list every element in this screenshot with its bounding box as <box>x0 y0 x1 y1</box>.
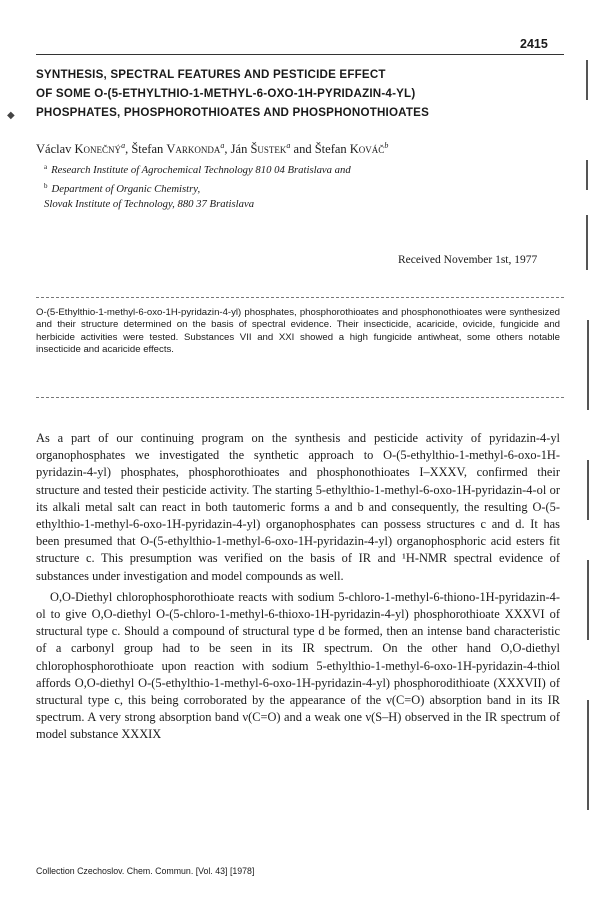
author-first-name: Štefan <box>131 142 164 156</box>
title-line-1: SYNTHESIS, SPECTRAL FEATURES AND PESTICIDE EFFECT <box>36 68 386 81</box>
scan-edge-line <box>587 460 589 520</box>
author-affiliation-mark: a <box>220 141 225 150</box>
affiliation-mark: b <box>44 181 48 190</box>
author-list <box>36 141 388 157</box>
author-first-name: Václav <box>36 142 72 156</box>
title-line-3: PHOSPHATES, PHOSPHOROTHIOATES AND PHOSPHONOTHIOATES <box>36 106 430 119</box>
author-affiliation-mark: b <box>384 141 389 150</box>
body-paragraph: As a part of our continuing program on the synthesis and pesticide activity of pyridazin-4-yl organophosphates we investigated the synthetic approach to O-(5-ethylthio-1-methyl-6-oxo-1H-pyridazin-4-yl) phosphates, phosphorothioates and phosphonothioates I–XXXV, confirmed their structure and tested their pesticide activity. The starting 5-ethylthio-1-methyl-6-oxo-1H-pyridazin-4-ol or its alkali metal salt can react in both tautomeric forms a and b and consequently, the resulting O-(5-ethylthio-1-methyl-6-oxo-1H-pyridazin-4-yl) organophosphates can possess structures c and d. It has been presumed that O-(5-ethylthio-1-methyl-6-oxo-1H-pyridazin-4-yl) organophosphoric acid esters fit structure c. This presumption was verified on the basis of IR and ¹H-NMR spectral evidence of substances under investigation and model compounds as well. <box>36 431 560 583</box>
abstract: O-(5-Ethylthio-1-methyl-6-oxo-1H-pyridazin-4-yl) phosphates, phosphorothioates and phosphonothioates were synthesized and their structure determined on the basis of spectral evidence. Their insecticide, acaricide, ovicide, fungicide and herbicide activities were tested. Substances VII and XXI showed a high fungicide antiwheat, some others notable insecticide and acaricide effects. <box>36 307 560 356</box>
affiliation-line <box>44 179 351 198</box>
author-first-name: Ján <box>230 142 248 156</box>
abstract-bottom-rule <box>36 397 564 398</box>
author-separator: , <box>224 142 228 156</box>
affiliation-line <box>44 197 351 213</box>
scan-edge-line <box>587 700 589 810</box>
journal-footer: Collection Czechoslov. Chem. Commun. [Vol. 43] [1978] <box>36 866 255 876</box>
page-number: 2415 <box>520 37 548 51</box>
author-last-name: Kováč <box>349 142 385 156</box>
affiliations <box>44 160 351 213</box>
affiliation-text: Department of Organic Chemistry, <box>51 182 201 195</box>
scan-edge-line <box>586 215 588 270</box>
author-separator: , <box>125 142 129 156</box>
body-text <box>36 430 560 744</box>
article-title <box>36 65 576 122</box>
scan-edge-line <box>586 160 588 190</box>
author-last-name: Šustek <box>250 142 287 156</box>
scan-edge-line <box>587 560 589 640</box>
title-line-2: OF SOME O-(5-ETHYLTHIO-1-METHYL-6-OXO-1H-PYRIDAZIN-4-YL) <box>36 87 416 100</box>
scan-edge-line <box>586 60 588 100</box>
scan-edge-line <box>587 320 589 410</box>
affiliation-mark: a <box>44 163 48 171</box>
author-last-name: Konečný <box>74 142 122 156</box>
affiliation-line <box>44 160 351 179</box>
header-rule <box>36 54 564 55</box>
abstract-top-rule <box>36 297 564 298</box>
author-last-name: Varkonda <box>166 142 221 156</box>
body-paragraph: O,O-Diethyl chlorophosphorothioate reacts with sodium 5-chloro-1-methyl-6-thiono-1H-pyridazin-4-ol to give O,O-diethyl O-(5-chloro-1-methyl-6-thioxo-1H-pyridazin-4-yl) phosphorothioate XXXVI of structural type c. Should a compound of structural type d be formed, then an intense band characteristic of a carbonyl group had to be seen in its IR spectrum. On the other hand O,O-diethyl chlorophosphorothioate upon reaction with sodium 5-ethylthio-1-methyl-6-oxo-1H-pyridazin-4-thiol affords O,O-diethyl O-(5-ethylthio-1-methyl-6-oxo-1H-pyridazin-4-yl) phosphorodithioate (XXXVII) of structural type c, this being corroborated by the appearance of the ν(C=O) absorption band in its IR spectrum. A very strong absorption band ν(C=O) and a weak one ν(S–H) observed in the IR spectrum of model substance XXXIX <box>36 589 560 742</box>
margin-mark: ◆ <box>7 110 15 121</box>
author-separator-and: and <box>293 142 312 156</box>
author-first-name: Štefan <box>314 142 347 156</box>
author-affiliation-mark: a <box>286 141 291 150</box>
affiliation-text: Research Institute of Agrochemical Technology 810 04 Bratislava and <box>51 164 351 176</box>
received-date: Received November 1st, 1977 <box>398 254 538 266</box>
author-affiliation-mark: a <box>121 141 126 150</box>
affiliation-text: Slovak Institute of Technology, 880 37 Bratislava <box>44 198 255 210</box>
